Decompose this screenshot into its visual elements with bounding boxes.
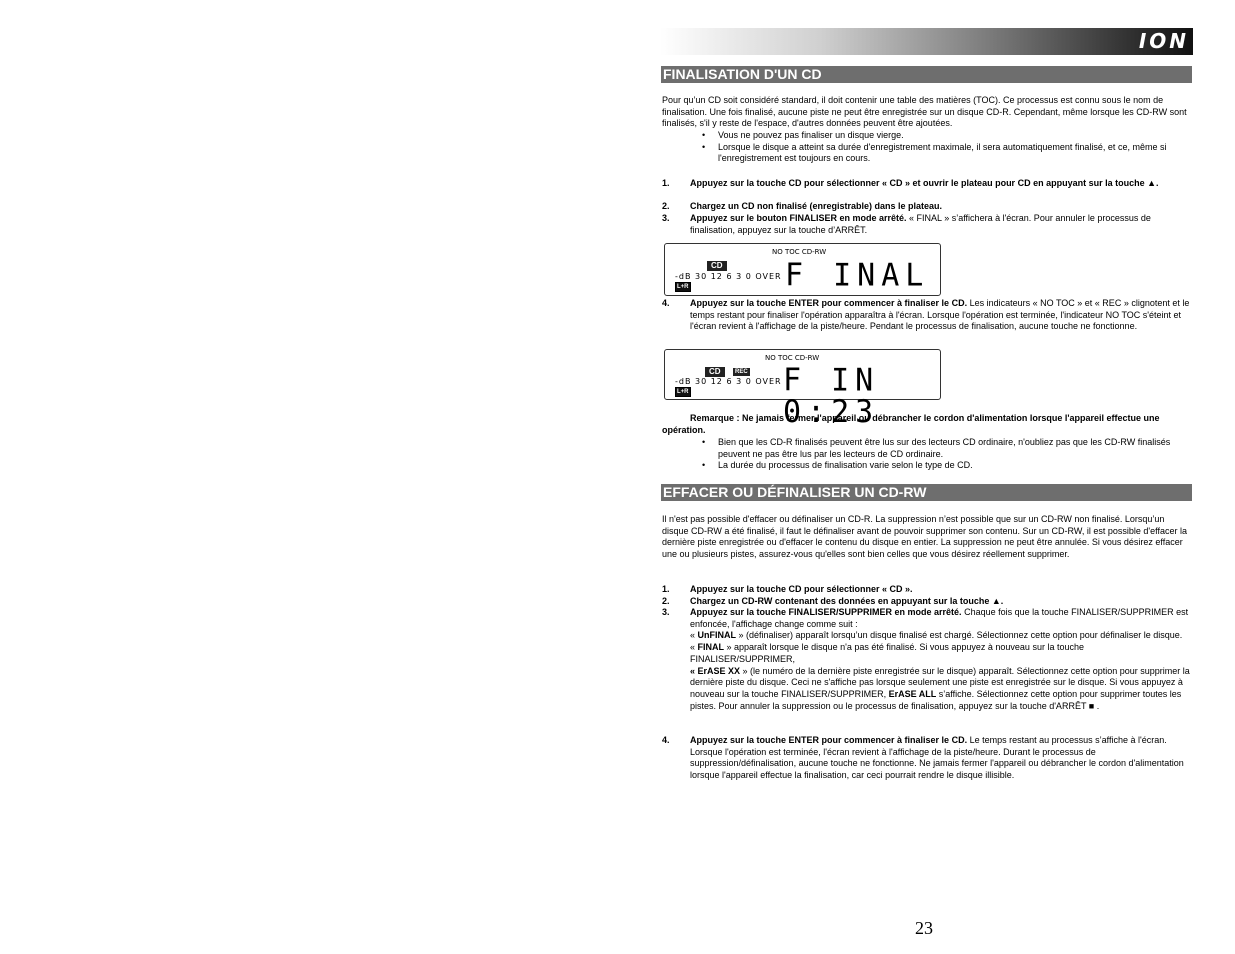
erase-all-label: ErASE ALL (888, 688, 937, 699)
note-bold-text: Remarque : Ne jamais fermer l'appareil ou débrancher le cordon d'alimentation lorsque l'appareil effectue une opération. (662, 413, 1160, 435)
step-text: Les indicateurs « NO TOC » et « REC » clignotent et le temps restant pour finaliser l'opération apparaîtra à l'écran. Lorsque l'opération est terminée, l'indicateur NO TOC s'éteint et l'écran revient à l'affichage de la piste/heure. Pendant le processus de finalisation, aucune touche ne fonctionne. (690, 298, 1190, 332)
page-number: 23 (915, 918, 933, 938)
unfinal-option (690, 630, 1190, 642)
step-1 (662, 584, 1190, 596)
quote: « (690, 642, 698, 653)
intro-paragraph: Pour qu’un CD soit considéré standard, il doit contenir une table des matières (TOC). Ce processus est connu sous le nom de finalisation. Une fois finalisé, aucune piste ne peut être enregistrée sur un disque CD-R. Cependant, même lorsque les CD-RW sont finalisés, s'il y reste de l'espace, d'autres données peuvent être ajoutées. (662, 95, 1187, 129)
step-4 (662, 735, 1190, 782)
list-item: • Bien que les CD-R finalisés peuvent être lus sur des lecteurs CD ordinaire, n'oubliez pas que les CD-RW finalisés peuvent ne pas être lus par les lecteurs de CD ordinaire. (700, 437, 1190, 460)
erase-all-text: s’affiche. Sélectionnez cette option pour supprimer toutes les pistes. Pour annuler la suppression ou le processus de finalisation, appuyez sur la touche d'ARRÊT ■ . (690, 688, 1182, 711)
step-text: « FINAL » s’affichera à l'écran. Pour annuler le processus de finalisation, appuyez sur la touche d’ARRÊT. (690, 213, 1151, 235)
section-title-effacer: EFFACER OU DÉFINALISER UN CD-RW (661, 484, 1192, 501)
step-bold-text: Chargez un CD non finalisé (enregistrable) dans le plateau. (690, 201, 943, 211)
quote: « (690, 630, 698, 641)
step-2 (662, 201, 1190, 213)
step-bold-text: Appuyez sur la touche CD pour sélectionner « CD ». (690, 584, 913, 594)
step-number: 1. (662, 584, 670, 594)
lcd-cd-indicator: CD (705, 367, 725, 377)
list-item: • Lorsque le disque a atteint sa durée d'enregistrement maximale, il sera automatiquement finalisé, et ce, même si l'enregistrement est toujours en cours. (700, 142, 1190, 165)
step-number: 4. (662, 735, 670, 745)
step-number: 2. (662, 596, 670, 606)
intro-paragraph: Il n'est pas possible d'effacer ou définaliser un CD-R. La suppression n’est possible que sur un CD-RW non finalisé. Lorsqu’un disque CD-RW a été finalisé, il faut le définaliser avant de pouvoir supprimer son contenu. Sur un CD-RW, il est possible d'effacer la dernière piste enregistrée ou d'effacer le contenu du disque en entier. La suppression ne peut être annulée. Si vous désirez effacer une ou plusieurs pistes, assurez-vous qu'elles sont bien celles que vous désirez réellement supprimer. (662, 514, 1187, 560)
erase-text: » (le numéro de la dernière piste enregistrée sur le disque) apparaît. Sélectionnez cette option pour supprimer la dernière piste du disque. Ceci ne s'affiche pas lorsque seulement une piste est enregistrée sur le disque. Si vous appuyez à nouveau sur la touche FINALISER/SUPPRIMER, (690, 665, 1190, 699)
final-option (690, 642, 1190, 665)
lcd-level-scale: -dB 30 12 6 3 0 OVER (675, 272, 782, 281)
header-bar (660, 28, 1193, 55)
lcd-status-label: NO TOC CD-RW (772, 248, 827, 256)
lcd-lr-indicator: L+R (677, 284, 689, 290)
final-text: » apparaît lorsque le disque n'a pas été finalisé. Si vous appuyez à nouveau sur la touche FINALISER/SUPPRIMER, (690, 642, 1084, 664)
step-bold-text: Appuyez sur le bouton FINALISER en mode arrêté. (690, 213, 907, 223)
step-number: 1. (662, 178, 670, 188)
step-4 (662, 298, 1190, 333)
lcd-main-readout: F INAL (785, 257, 930, 294)
section-title-finalisation: FINALISATION D'UN CD (661, 66, 1192, 83)
list-item: • La durée du processus de finalisation varie selon le type de CD. (700, 460, 1190, 472)
step-number: 3. (662, 213, 670, 223)
step-number: 4. (662, 298, 670, 308)
lcd-level-scale: -dB 30 12 6 3 0 OVER (675, 377, 782, 386)
note-bullet-list (700, 437, 1190, 472)
lcd-lr-indicator: L+R (677, 389, 689, 395)
erase-option (690, 666, 1190, 713)
lcd-rec-indicator: REC (735, 369, 748, 375)
step-bold-text: Appuyez sur la touche ENTER pour commencer à finaliser le CD. (690, 298, 968, 308)
step-3 (662, 213, 1190, 236)
step-2 (662, 596, 1190, 608)
unfinal-text: » (définaliser) apparaît lorsqu’un disque finalisé est chargé. Sélectionnez cette option pour définaliser le disque. (736, 630, 1183, 641)
step-number: 2. (662, 201, 670, 211)
step-1 (662, 178, 1190, 190)
step-bold-text: Appuyez sur la touche FINALISER/SUPPRIMER en mode arrêté. (690, 607, 962, 617)
lcd-main-readout: F IN 0:23 (783, 362, 880, 431)
bullet-list (700, 130, 1190, 165)
ion-logo: ION (1138, 29, 1189, 53)
warning-note (662, 413, 1190, 436)
step-text: Chaque fois que la touche FINALISER/SUPPRIMER est enfoncée, l'affichage change comme suit : (690, 607, 1189, 629)
lcd-status-label: NO TOC CD-RW (765, 354, 820, 362)
lcd-display-final (664, 243, 941, 296)
step-bold-text: Chargez un CD-RW contenant des données en appuyant sur la touche ▲. (690, 596, 1004, 606)
step-bold-text: Appuyez sur la touche CD pour sélectionner « CD » et ouvrir le plateau pour CD en appuyant sur la touche ▲. (690, 178, 1159, 188)
lcd-display-fin (664, 349, 941, 431)
step-3 (662, 607, 1190, 712)
lcd-cd-indicator: CD (707, 261, 727, 271)
unfinal-label: UnFINAL (697, 630, 737, 641)
step-number: 3. (662, 607, 670, 617)
step-bold-text: Appuyez sur la touche ENTER pour commencer à finaliser le CD. (690, 735, 968, 745)
erase-label: « ErASE XX (690, 665, 741, 676)
final-label: FINAL (697, 642, 725, 653)
step-text: Le temps restant au processus s’affiche à l'écran. Lorsque l'opération est terminée, l'écran revient à l'affichage de la piste/heure. Durant le processus de suppression/définalisation, aucune touche ne fonctionne. Ne jamais fermer l'appareil ou débrancher le cordon d'alimentation lorsque l'appareil effectue la finalisation, car ceci pourrait rendre le disque illisible. (690, 735, 1184, 781)
list-item: • Vous ne pouvez pas finaliser un disque vierge. (700, 130, 1190, 142)
